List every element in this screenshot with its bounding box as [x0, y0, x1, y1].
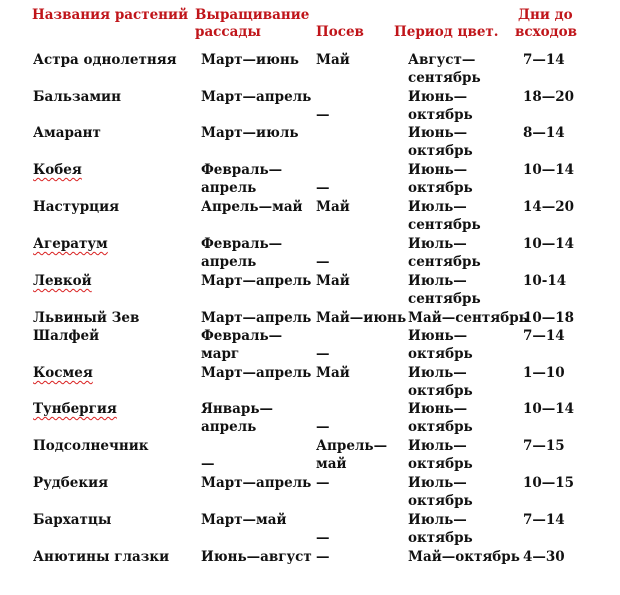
germination-days: 7—14: [523, 512, 565, 528]
seedlings-line1: Март—апрель: [201, 89, 312, 105]
seedlings-line2: апрель: [201, 254, 257, 270]
bloom-line1: Июнь—: [408, 328, 468, 344]
seedlings-line1: Март—июнь: [201, 52, 299, 68]
seedlings-line1: Март—май: [201, 512, 287, 528]
seedlings-line2: апрель: [201, 419, 257, 435]
bloom-line2: сентябрь: [408, 70, 481, 86]
germination-days: 10—14: [523, 236, 575, 252]
bloom-line2: сентябрь: [408, 217, 481, 233]
sowing-line1: Май: [316, 365, 350, 381]
plant-name: Бархатцы: [33, 512, 112, 528]
sowing-line1: Апрель—: [316, 438, 388, 454]
header-bloom-period: Период цвет.: [394, 24, 499, 40]
bloom-line1: Июль—: [408, 438, 467, 454]
sowing-line2: —: [316, 107, 330, 123]
germination-days: 10—14: [523, 401, 575, 417]
plant-name: Астра однолетняя: [33, 52, 177, 68]
seedlings-line2: —: [201, 456, 215, 472]
bloom-line2: сентябрь: [408, 291, 481, 307]
seedlings-line1: Март—апрель: [201, 475, 312, 491]
seedlings-line1: Апрель—май: [201, 199, 303, 215]
sowing-line1: —: [316, 549, 330, 565]
germination-days: 10-14: [523, 273, 567, 289]
plant-name: Анютины глазки: [33, 549, 170, 565]
bloom-line1: Июль—: [408, 365, 467, 381]
bloom-line1: Июль—: [408, 512, 467, 528]
plant-name: Космея: [33, 365, 93, 381]
sowing-line2: —: [316, 254, 330, 270]
seedlings-line1: Февраль—: [201, 162, 283, 178]
germination-days: 14—20: [523, 199, 575, 215]
bloom-line1: Июнь—: [408, 401, 468, 417]
germination-days: 18—20: [523, 89, 575, 105]
seedlings-line1: Январь—: [201, 401, 274, 417]
sowing-line2: май: [316, 456, 347, 472]
sowing-line1: Май: [316, 52, 350, 68]
germination-days: 10—18: [523, 310, 575, 326]
header-days-line2: всходов: [515, 24, 578, 40]
bloom-line2: октябрь: [408, 530, 473, 546]
bloom-line2: октябрь: [408, 493, 473, 509]
seedlings-line1: Март—апрель: [201, 365, 312, 381]
germination-days: 8—14: [523, 125, 565, 141]
bloom-line1: Июнь—: [408, 162, 468, 178]
header-days-line1: Дни до: [518, 7, 573, 23]
bloom-line1: Июнь—: [408, 89, 468, 105]
bloom-line1: Август—: [408, 52, 476, 68]
plant-name: Подсолнечник: [33, 438, 149, 454]
header-seedlings-line1: Выращивание: [195, 7, 310, 23]
seedlings-line1: Март—апрель: [201, 273, 312, 289]
bloom-line2: октябрь: [408, 456, 473, 472]
bloom-line2: октябрь: [408, 383, 473, 399]
bloom-line2: октябрь: [408, 419, 473, 435]
bloom-line2: октябрь: [408, 143, 473, 159]
bloom-line1: Май—сентябрь: [408, 310, 528, 326]
germination-days: 7—15: [523, 438, 565, 454]
sowing-line1: Май: [316, 199, 350, 215]
seedlings-line1: Февраль—: [201, 236, 283, 252]
bloom-line2: октябрь: [408, 180, 473, 196]
plant-name: Агератум: [33, 236, 108, 252]
bloom-line1: Июнь—: [408, 125, 468, 141]
bloom-line2: октябрь: [408, 107, 473, 123]
sowing-line1: Май: [316, 273, 350, 289]
sowing-line2: —: [316, 419, 330, 435]
germination-days: 7—14: [523, 52, 565, 68]
bloom-line1: Июль—: [408, 273, 467, 289]
germination-days: 4—30: [523, 549, 565, 565]
germination-days: 10—15: [523, 475, 575, 491]
germination-days: 10—14: [523, 162, 575, 178]
germination-days: 7—14: [523, 328, 565, 344]
sowing-line2: —: [316, 346, 330, 362]
seedlings-line1: Март—июль: [201, 125, 299, 141]
seedlings-line1: Март—апрель: [201, 310, 312, 326]
plant-name: Кобея: [33, 162, 82, 178]
plant-name: Рудбекия: [33, 475, 109, 491]
sowing-line2: —: [316, 180, 330, 196]
bloom-line1: Июль—: [408, 199, 467, 215]
plant-name: Амарант: [33, 125, 101, 141]
seedlings-line2: марг: [201, 346, 240, 362]
seedlings-line1: Февраль—: [201, 328, 283, 344]
bloom-line1: Май—октябрь: [408, 549, 520, 565]
germination-days: 1—10: [523, 365, 565, 381]
sowing-line1: Май—июнь: [316, 310, 407, 326]
header-seedlings-line2: рассады: [195, 24, 261, 40]
header-sowing: Посев: [316, 24, 364, 40]
plant-name: Бальзамин: [33, 89, 121, 105]
seedlings-line1: Июнь—август: [201, 549, 312, 565]
seedlings-line2: апрель: [201, 180, 257, 196]
plant-name: Настурция: [33, 199, 120, 215]
bloom-line2: октябрь: [408, 346, 473, 362]
sowing-line1: —: [316, 475, 330, 491]
header-plant-names: Названия растений: [32, 7, 189, 23]
plant-name: Левкой: [33, 273, 92, 289]
sowing-line2: —: [316, 530, 330, 546]
bloom-line1: Июль—: [408, 475, 467, 491]
plant-name: Львиный Зев: [33, 310, 140, 326]
bloom-line2: сентябрь: [408, 254, 481, 270]
plant-name: Шалфей: [33, 328, 100, 344]
plant-name: Тунбергия: [33, 401, 117, 417]
bloom-line1: Июль—: [408, 236, 467, 252]
